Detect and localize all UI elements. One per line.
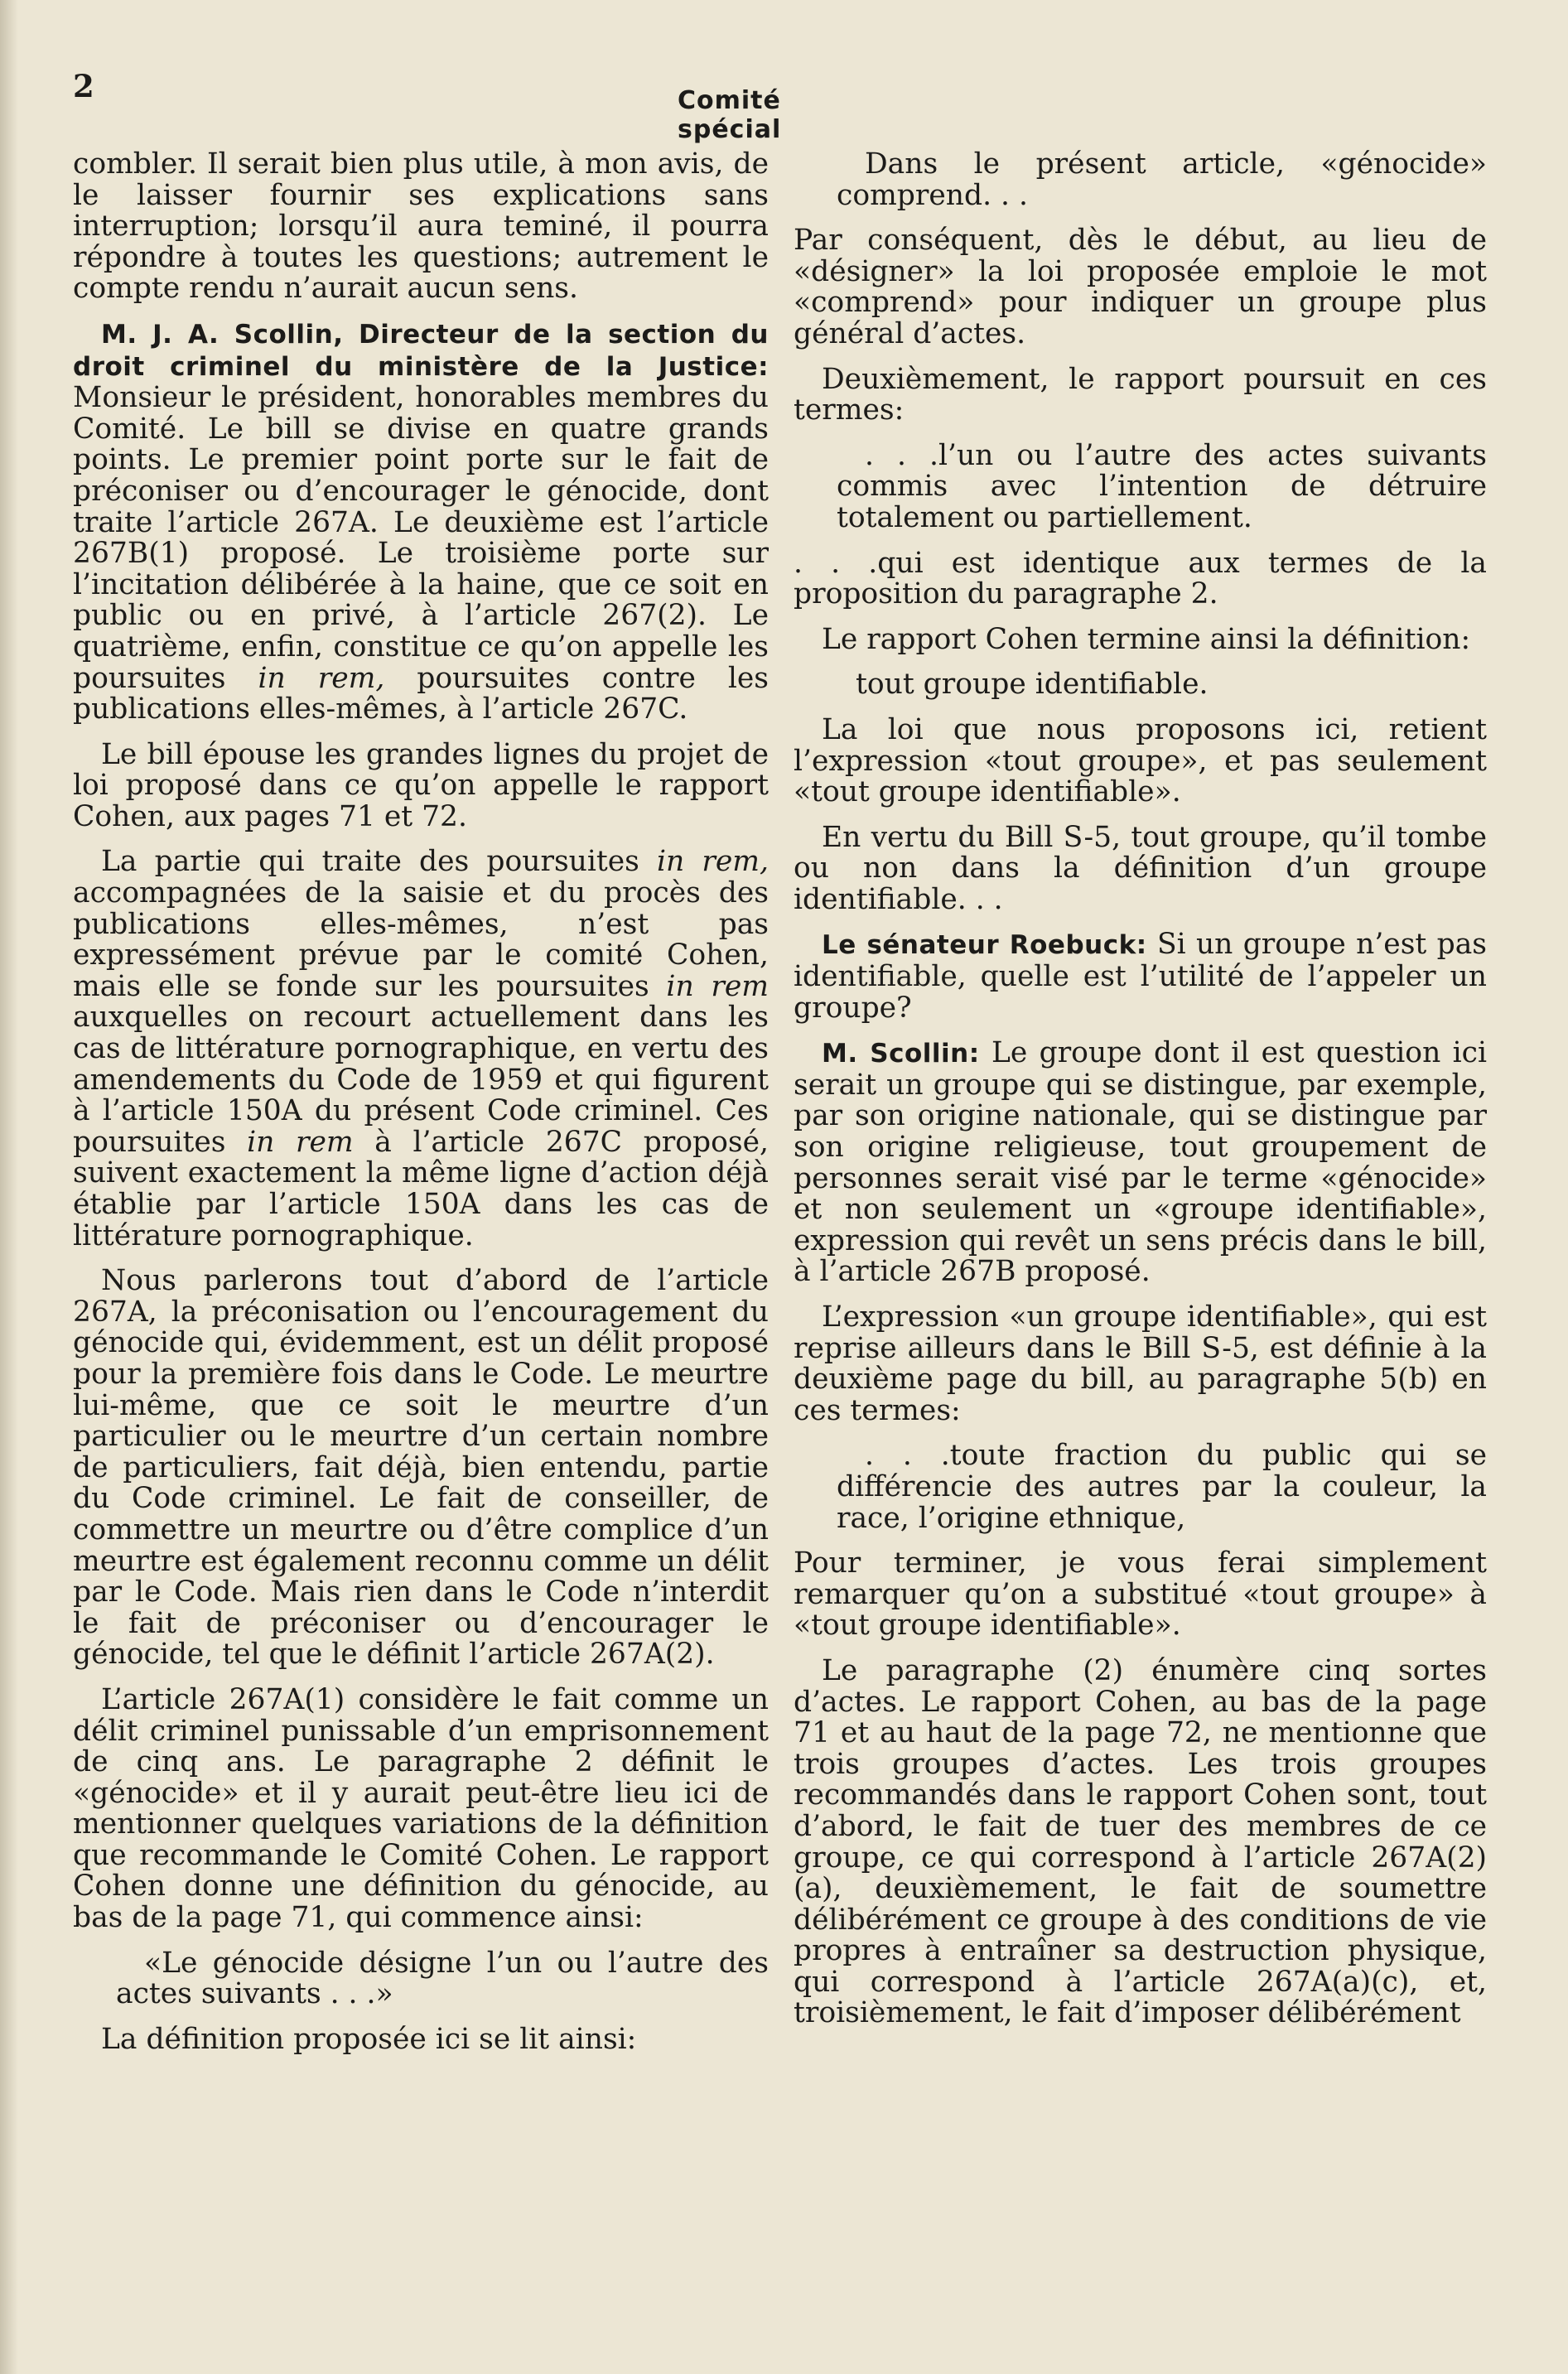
- speaker-name: M. J. A. Scollin, Directeur de la section du droit criminel du ministère de la Justice:: [73, 319, 769, 382]
- speaker-paragraph: Le sénateur Roebuck: Si un groupe n’est pas identifiable, quelle est l’utilité de l’appeler un groupe?: [794, 928, 1487, 1025]
- paragraph: La définition proposée ici se lit ainsi:: [101, 2022, 637, 2056]
- paragraph: . . .qui est identique aux termes de la proposition du paragraphe 2.: [794, 546, 1487, 611]
- running-head: Comité spécial: [678, 86, 782, 144]
- paragraph: La loi que nous proposons ici, retient l’expression «tout groupe», et pas seulement «tout groupe identifiable».: [794, 712, 1487, 809]
- paragraph: combler. Il serait bien plus utile, à mon avis, de le laisser fournir ses explications sans interruption; lorsqu’il aura teminé, il pourra répondre à toutes les questions; autrement le compte rendu n’aurait aucun sens.: [73, 147, 769, 306]
- quotation: Dans le présent article, «génocide» comprend. . .: [837, 147, 1487, 212]
- paragraph: Le rapport Cohen termine ainsi la définition:: [822, 622, 1471, 656]
- speaker-paragraph: M. J. A. Scollin, Directeur de la section du droit criminel du ministère de la Justice: Monsieur le président, honorables membres du Comité. Le bill se divise en quatre grands points. Le premier point porte sur le fait de préconiser ou d’encourager le génocide, dont traite l’article 267A. Le deuxième est l’article 267B(1) proposé. Le troisième porte sur l’incitation délibérée à la haine, que ce soit en public ou en privé, à l’article 267(2). Le quatrième, enfin, constitue ce qu’on appelle les poursuites in rem, poursuites contre les publications elles-mêmes, à l’article 267C.: [73, 319, 770, 726]
- paragraph: Deuxièmement, le rapport poursuit en ces termes:: [794, 362, 1487, 427]
- right-column: [794, 149, 1487, 2043]
- paragraph: Pour terminer, je vous ferai simplement remarquer qu’on a substitué «tout groupe» à «tout groupe identifiable».: [794, 1546, 1487, 1643]
- paragraph: L’article 267A(1) considère le fait comme un délit criminel punissable d’un emprisonnement de cinq ans. Le paragraphe 2 définit le «génocide» et il y aurait peut-être lieu ici de mentionner quelques variations de la définition que recommande le Comité Cohen. Le rapport Cohen donne une définition du génocide, au bas de la page 71, qui commence ainsi:: [73, 1682, 769, 1935]
- quotation: . . .l’un ou l’autre des actes suivants commis avec l’intention de détruire totalement ou partiellement.: [837, 438, 1487, 534]
- paragraph: Par conséquent, dès le début, au lieu de «désigner» la loi proposée emploie le mot «comprend» pour indiquer un groupe plus général d’actes.: [794, 224, 1487, 350]
- paragraph: Nous parlerons tout d’abord de l’article 267A, la préconisation ou l’encouragement du génocide qui, évidemment, est un délit proposé pour la première fois dans le Code. Le meurtre lui-même, que ce soit le meurtre d’un particulier ou le meurtre d’un certain nombre de particuliers, fait déjà, bien entendu, partie du Code criminel. Le fait de conseiller, de commettre un meurtre ou d’être complice d’un meurtre est également reconnu comme un délit par le Code. Mais rien dans le Code n’interdit le fait de préconiser ou d’encourager le génocide, tel que le définit l’article 267A(2).: [73, 1264, 769, 1672]
- left-column: [73, 149, 769, 2069]
- quotation: . . .toute fraction du public qui se différencie des autres par la couleur, la race, l’origine ethnique,: [837, 1439, 1487, 1535]
- speaker-paragraph: M. Scollin: Le groupe dont il est question ici serait un groupe qui se distingue, par exemple, par son origine nationale, qui se distingue par son origine religieuse, tout groupement de personnes serait visé par le terme «génocide» et non seulement un «groupe identifiable», expression qui revêt un sens précis dans le bill, à l’article 267B proposé.: [794, 1036, 1487, 1289]
- paragraph: La partie qui traite des poursuites in rem, accompagnées de la saisie et du procès des publications elles-mêmes, n’est pas expressément prévue par le comité Cohen, mais elle se fonde sur les poursuites in rem auxquelles on recourt actuellement dans les cas de littérature pornographique, en vertu des amendements du Code de 1959 et qui figurent à l’article 150A du présent Code criminel. Ces poursuites in rem à l’article 267C proposé, suivent exactement la même ligne d’action déjà établie par l’article 150A dans les cas de littérature pornographique.: [73, 845, 769, 1252]
- paragraph: Le paragraphe (2) énumère cinq sortes d’actes. Le rapport Cohen, au bas de la page 71 et au haut de la page 72, ne mentionne que trois groupes d’actes. Les trois groupes recommandés dans le rapport Cohen sont, tout d’abord, le fait de tuer des membres de ce groupe, ce qui correspond à l’article 267A(2)(a), deuxièmement, le fait de soumettre délibérément ce groupe à des conditions de vie propres à entraîner sa destruction physique, qui correspond à l’article 267A(a)(c), et, troisièmement, le fait d’imposer délibérément: [794, 1653, 1487, 2030]
- speaker-name: Le sénateur Roebuck:: [822, 930, 1147, 961]
- page-header: [73, 68, 893, 144]
- speaker-name: M. Scollin:: [822, 1039, 980, 1069]
- paragraph: Le bill épouse les grandes lignes du projet de loi proposé dans ce qu’on appelle le rapport Cohen, aux pages 71 et 72.: [73, 737, 769, 833]
- quotation: tout groupe identifiable.: [856, 668, 1209, 702]
- paragraph: En vertu du Bill S-5, tout groupe, qu’il tombe ou non dans la définition d’un groupe identifiable. . .: [794, 820, 1487, 916]
- quotation: «Le génocide désigne l’un ou l’autre des actes suivants . . .»: [116, 1946, 769, 2011]
- paragraph: L’expression «un groupe identifiable», qui est reprise ailleurs dans le Bill S-5, est définie à la deuxième page du bill, au paragraphe 5(b) en ces termes:: [794, 1300, 1487, 1427]
- page-number: 2: [73, 68, 94, 104]
